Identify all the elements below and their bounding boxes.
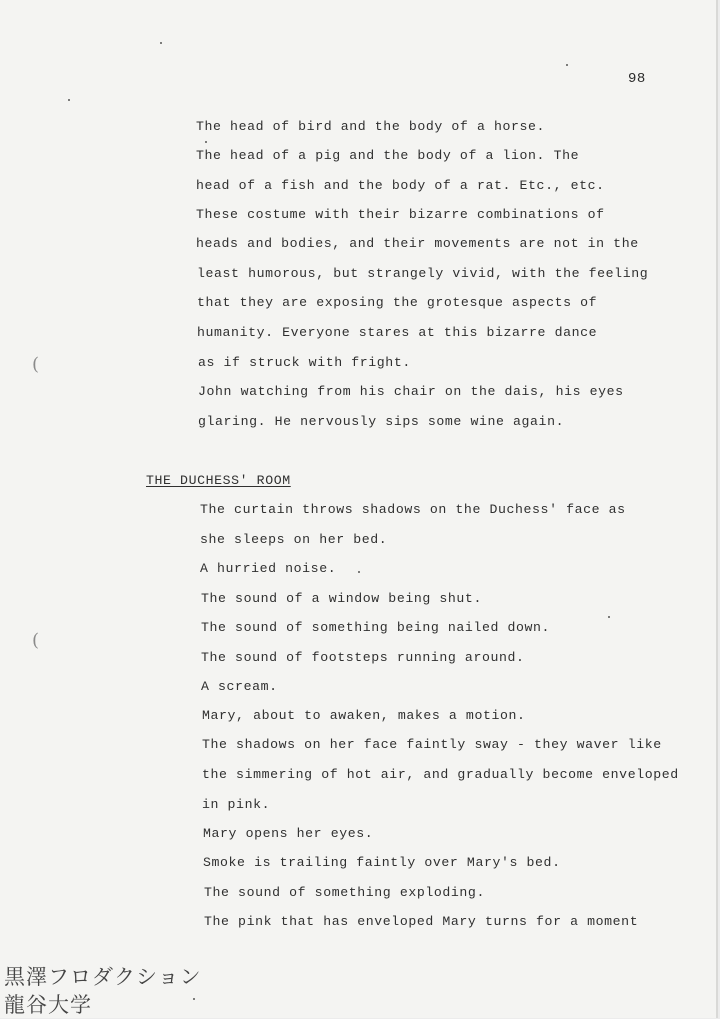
text-line: in pink. (202, 797, 271, 812)
archive-watermark-line2: 龍谷大学 (4, 993, 92, 1017)
text-line: The sound of a window being shut. (201, 591, 482, 606)
scan-speck (205, 141, 207, 143)
text-line: The curtain throws shadows on the Duchess' face as (200, 502, 626, 517)
scan-speck (193, 998, 195, 1000)
scan-speck (358, 571, 360, 573)
page-number: 98 (628, 71, 646, 87)
text-line: she sleeps on her bed. (200, 532, 388, 547)
text-line: heads and bodies, and their movements are not in the (196, 236, 639, 251)
text-line: The head of a pig and the body of a lion. The (196, 148, 580, 163)
text-line: The shadows on her face faintly sway - they waver like (202, 737, 662, 752)
text-line: glaring. He nervously sips some wine again. (198, 414, 565, 429)
scan-speck (608, 616, 610, 618)
punch-hole-mark: ( (32, 630, 40, 651)
text-line: as if struck with fright. (198, 355, 411, 370)
text-line: John watching from his chair on the dais, his eyes (198, 384, 624, 399)
text-line: These costume with their bizarre combinations of (196, 207, 605, 222)
text-line: The pink that has enveloped Mary turns for a moment (204, 914, 639, 929)
text-line: A scream. (201, 679, 278, 694)
punch-hole-mark: ( (32, 354, 40, 375)
text-line: The sound of footsteps running around. (201, 650, 525, 665)
scan-speck (68, 99, 70, 101)
text-line: head of a fish and the body of a rat. Etc., etc. (196, 178, 605, 193)
text-line: The sound of something exploding. (204, 885, 485, 900)
scene-heading: THE DUCHESS' ROOM (146, 473, 291, 488)
text-line: A hurried noise. (200, 561, 337, 576)
text-line: Mary, about to awaken, makes a motion. (202, 708, 526, 723)
text-line: humanity. Everyone stares at this bizarre dance (197, 325, 598, 340)
text-line: least humorous, but strangely vivid, with the feeling (197, 266, 649, 281)
text-line: that they are exposing the grotesque aspects of (197, 295, 598, 310)
scan-speck (566, 64, 568, 66)
text-line: the simmering of hot air, and gradually become enveloped (202, 767, 679, 782)
archive-watermark-line1: 黒澤フロダクション (4, 965, 202, 989)
text-line: The sound of something being nailed down. (201, 620, 551, 635)
text-line: Smoke is trailing faintly over Mary's bed. (203, 855, 561, 870)
scan-speck (160, 42, 162, 44)
text-line: The head of bird and the body of a horse. (196, 119, 546, 134)
text-line: Mary opens her eyes. (203, 826, 374, 841)
